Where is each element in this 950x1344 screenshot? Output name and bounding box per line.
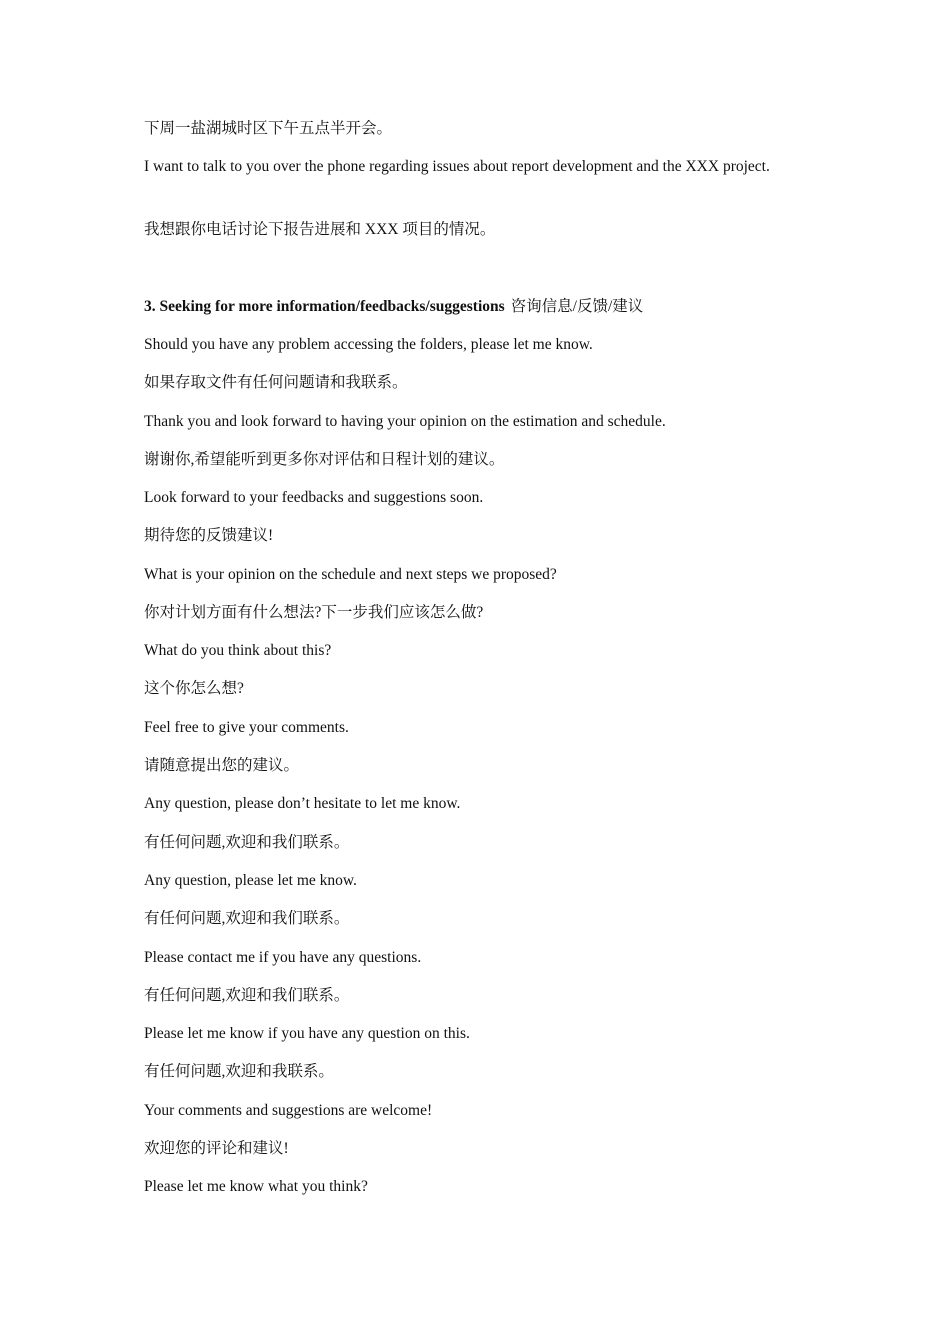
paragraph: What do you think about this?: [144, 642, 332, 659]
paragraph: Any question, please let me know.: [144, 872, 357, 889]
paragraph: Your comments and suggestions are welcome!: [144, 1102, 433, 1119]
paragraph: 你对计划方面有什么想法?下一步我们应该怎么做?: [144, 604, 484, 621]
paragraph: Thank you and look forward to having your opinion on the estimation and schedule.: [144, 413, 666, 430]
section-heading-en: 3. Seeking for more information/feedbacks/suggestions: [144, 298, 505, 315]
paragraph: Should you have any problem accessing the folders, please let me know.: [144, 336, 593, 353]
paragraph: 期待您的反馈建议!: [144, 527, 274, 544]
paragraph: Feel free to give your comments.: [144, 719, 349, 736]
paragraph: Please let me know if you have any question on this.: [144, 1025, 470, 1042]
paragraph-phone-talk-en: I want to talk to you over the phone regarding issues about report development and the XXX project.: [144, 158, 770, 175]
paragraph: Please contact me if you have any questions.: [144, 949, 422, 966]
paragraph: Please let me know what you think?: [144, 1178, 368, 1195]
paragraph: 如果存取文件有任何问题请和我联系。: [144, 374, 408, 391]
paragraph-meeting-time-zh: 下周一盐湖城时区下午五点半开会。: [144, 120, 393, 137]
paragraph: Look forward to your feedbacks and suggestions soon.: [144, 489, 484, 506]
paragraph: 有任何问题,欢迎和我们联系。: [144, 987, 350, 1004]
section-heading-zh: 咨询信息/反馈/建议: [510, 298, 644, 315]
paragraph: 欢迎您的评论和建议!: [144, 1140, 289, 1157]
paragraph: 谢谢你,希望能听到更多你对评估和日程计划的建议。: [144, 451, 505, 468]
paragraph: 这个你怎么想?: [144, 680, 244, 697]
paragraph: 有任何问题,欢迎和我们联系。: [144, 910, 350, 927]
paragraph: 有任何问题,欢迎和我联系。: [144, 1063, 334, 1080]
paragraph: Any question, please don’t hesitate to let me know.: [144, 795, 461, 812]
section-heading: [144, 294, 806, 319]
paragraph: What is your opinion on the schedule and next steps we proposed?: [144, 566, 557, 583]
paragraph: 有任何问题,欢迎和我们联系。: [144, 834, 350, 851]
paragraph-phone-talk-zh: 我想跟你电话讨论下报告进展和 XXX 项目的情况。: [144, 221, 496, 238]
paragraph: 请随意提出您的建议。: [144, 757, 300, 774]
